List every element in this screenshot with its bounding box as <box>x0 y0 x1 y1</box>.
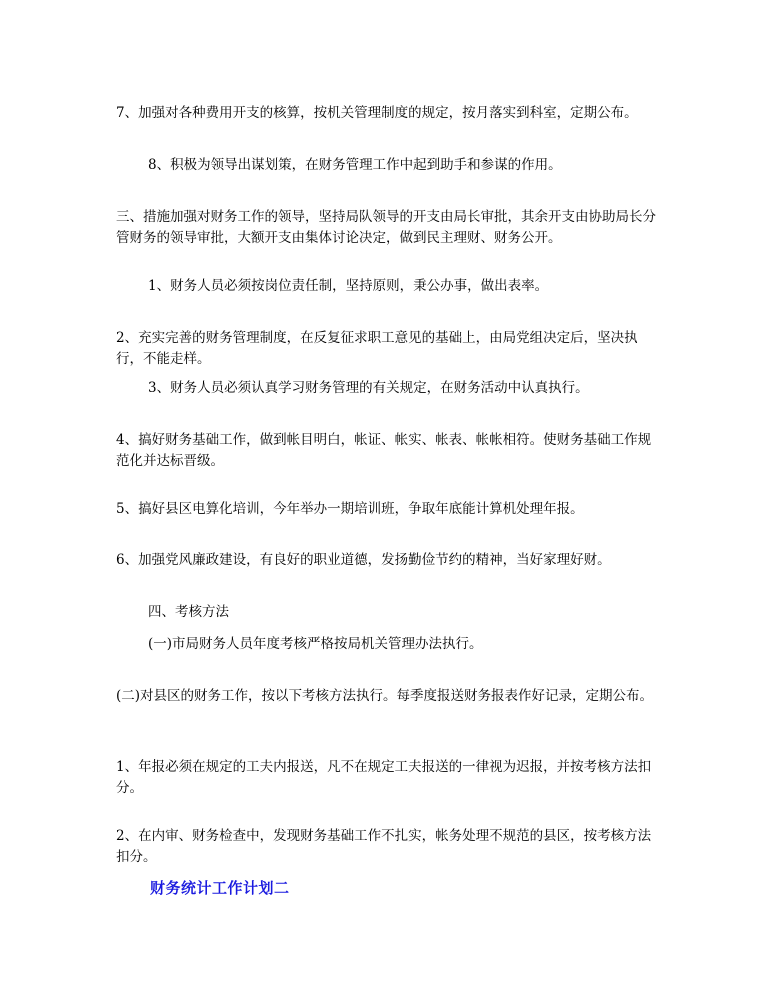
paragraph-measure-1: 1、财务人员必须按岗位责任制，坚持原则，秉公办事，做出表率。 <box>148 278 549 294</box>
paragraph-item-8: 8、积极为领导出谋划策，在财务管理工作中起到助手和参谋的作用。 <box>148 157 562 173</box>
paragraph-section-4: 四、考核方法 <box>148 604 229 620</box>
paragraph-measure-5: 5、搞好县区电算化培训，今年举办一期培训班，争取年底能计算机处理年报。 <box>116 501 584 517</box>
paragraph-rule-1: 1、年报必须在规定的工夫内报送，凡不在规定工夫报送的一律视为迟报，并按考核方法扣分。 <box>116 759 652 796</box>
paragraph-measure-2: 2、充实完善的财务管理制度，在反复征求职工意见的基础上，由局党组决定后，坚决执行，不能走样。 <box>116 330 638 367</box>
section-heading: 财务统计工作计划二 <box>150 879 290 897</box>
paragraph-measure-6: 6、加强党风廉政建设，有良好的职业道德，发扬勤俭节约的精神，当好家理好财。 <box>116 552 611 568</box>
paragraph-assessment-1: (一)市局财务人员年度考核严格按局机关管理办法执行。 <box>148 636 483 652</box>
paragraph-measure-3: 3、财务人员必须认真学习财务管理的有关规定，在财务活动中认真执行。 <box>148 380 589 396</box>
paragraph-item-7: 7、加强对各种费用开支的核算，按机关管理制度的规定，按月落实到科室，定期公布。 <box>116 105 638 121</box>
paragraph-assessment-2: (二)对县区的财务工作，按以下考核方法执行。每季度报送财务报表作好记录，定期公布。 <box>116 688 654 704</box>
paragraph-measure-4: 4、搞好财务基础工作，做到帐目明白，帐证、帐实、帐表、帐帐相符。使财务基础工作规范化并达标晋级。 <box>116 432 652 469</box>
paragraph-section-3: 三、措施加强对财务工作的领导，坚持局队领导的开支由局长审批，其余开支由协助局长分管财务的领导审批，大额开支由集体讨论决定，做到民主理财、财务公开。 <box>116 209 656 246</box>
paragraph-rule-2: 2、在内审、财务检查中，发现财务基础工作不扎实，帐务处理不规范的县区，按考核方法扣分。 <box>116 828 652 865</box>
